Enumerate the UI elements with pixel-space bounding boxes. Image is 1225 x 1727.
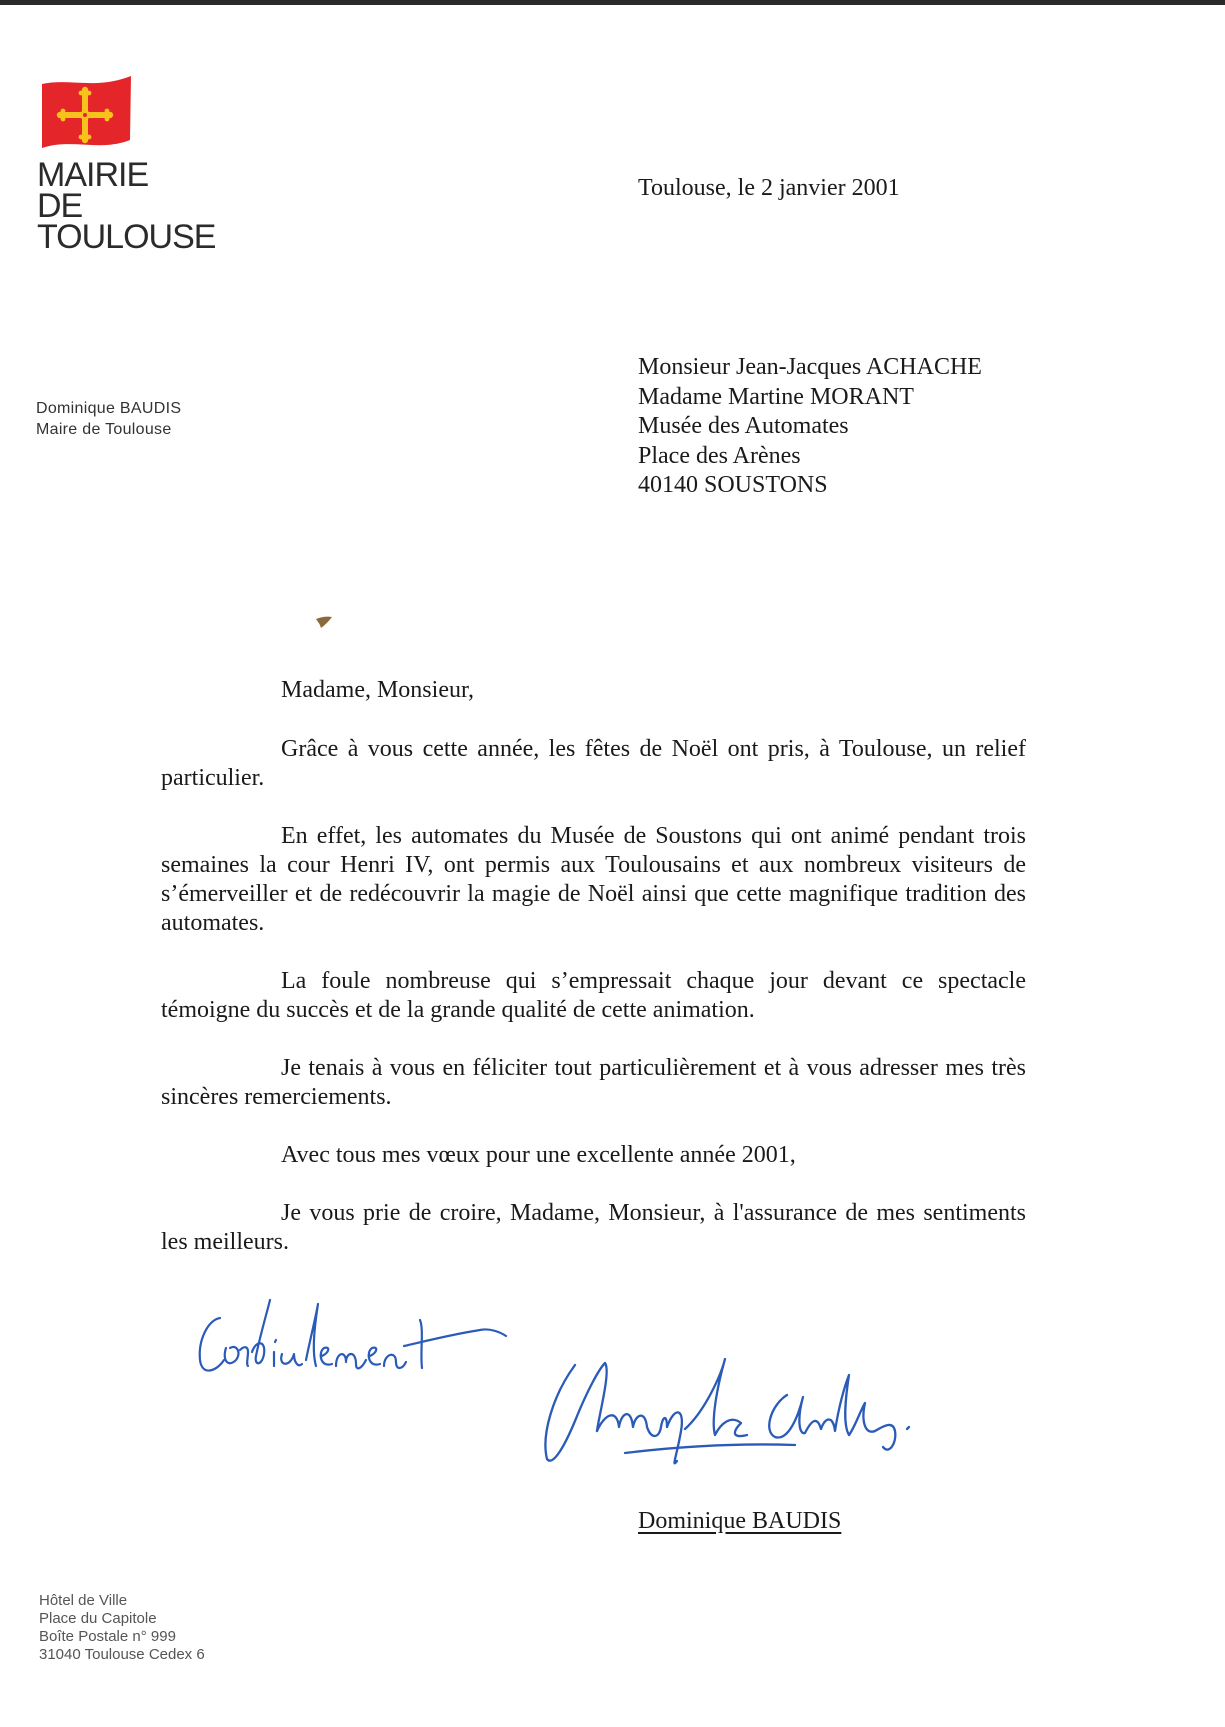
- recipient-address: [638, 353, 982, 501]
- footer-line: Place du Capitole: [39, 1610, 157, 1627]
- letter-body: [161, 676, 1026, 1286]
- body-paragraph: En effet, les automates du Musée de Soustons qui ont animé pendant trois semaines la cour Henri IV, ont permis aux Toulousains et aux nombreux visiteurs de s’émerveiller et de redécouvrir la magie de Noël ainsi que cette magnifique tradition des automates.: [161, 823, 1026, 936]
- sender-title: Maire de Toulouse: [36, 421, 172, 438]
- footer-line: Hôtel de Ville: [39, 1592, 128, 1609]
- recipient-line: 40140 SOUSTONS: [638, 472, 828, 498]
- page-top-edge: [0, 0, 1225, 5]
- recipient-line: Madame Martine MORANT: [638, 383, 914, 410]
- handwritten-signature: [535, 1335, 985, 1475]
- letterhead-logo-text: [37, 156, 216, 256]
- logo-line: DE: [37, 187, 83, 225]
- recipient-line: Place des Arènes: [638, 442, 801, 469]
- occitan-cross-flag-icon: [40, 76, 133, 156]
- body-paragraph: La foule nombreuse qui s’empressait chaque jour devant ce spectacle témoigne du succès et de la grande qualité de cette animation.: [161, 968, 1026, 1023]
- body-paragraph: Je tenais à vous en féliciter tout particulièrement et à vous adresser mes très sincères remerciements.: [161, 1055, 1026, 1110]
- recipient-line: Monsieur Jean-Jacques ACHACHE: [638, 354, 982, 380]
- body-paragraph: Je vous prie de croire, Madame, Monsieur, à l'assurance de mes sentiments les meilleurs.: [161, 1200, 1026, 1255]
- stray-ink-mark: [315, 615, 333, 629]
- sender-block: [36, 398, 181, 440]
- signatory-name: Dominique BAUDIS: [638, 1508, 842, 1534]
- sender-name: Dominique BAUDIS: [36, 400, 182, 417]
- footer-line: Boîte Postale n° 999: [39, 1628, 176, 1645]
- body-paragraph: Avec tous mes vœux pour une excellente année 2001,: [281, 1142, 796, 1168]
- salutation: Madame, Monsieur,: [281, 677, 474, 703]
- logo-line: MAIRIE: [37, 156, 149, 194]
- body-paragraph: Grâce à vous cette année, les fêtes de Noël ont pris, à Toulouse, un relief particulier.: [161, 736, 1026, 791]
- recipient-line: Musée des Automates: [638, 413, 849, 439]
- footer-address: [39, 1592, 205, 1664]
- footer-line: 31040 Toulouse Cedex 6: [39, 1646, 205, 1663]
- handwritten-cordialement: [190, 1290, 520, 1390]
- logo-line: TOULOUSE: [37, 218, 216, 256]
- date-line: Toulouse, le 2 janvier 2001: [638, 175, 900, 201]
